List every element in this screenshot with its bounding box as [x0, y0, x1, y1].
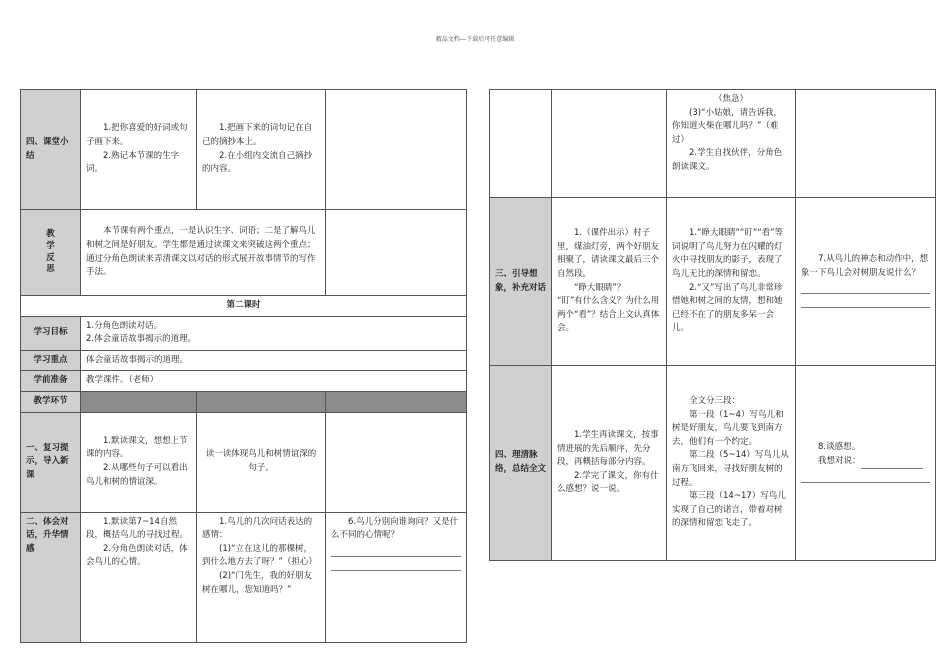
review-label: 一、复习提示，导入新课 [21, 412, 81, 512]
row-dialogue [21, 512, 467, 642]
prep-label: 学前准备 [21, 371, 81, 392]
answer-line[interactable] [331, 559, 461, 571]
structure-student-item: 第二段（5~14）写鸟儿从南方飞回来，寻找好朋友树的过程。 [672, 450, 789, 488]
row-steps-header [21, 391, 467, 412]
second-period-title: 第二课时 [21, 296, 467, 317]
goal-item: 1.分角色朗读对话。 [86, 320, 163, 331]
page-header: 精品文档---下载后可任意编辑 [435, 36, 515, 43]
review-teacher-item: 2.从哪些句子可以看出鸟儿和树的情谊深。 [86, 463, 188, 487]
think-label: 三、引导想象，补充对话 [490, 198, 552, 366]
reflection-text-cell [81, 210, 326, 296]
structure-practice-prompt [801, 455, 930, 469]
summary-teacher-item: 1.把你喜爱的好词或句子画下来。 [86, 123, 188, 147]
prep-text: 教学课件。（老师） [81, 371, 467, 392]
dialogue-practice-question: 6.鸟儿分别向谁询问？又是什么不同的心情呢？ [331, 516, 459, 541]
row-prep [21, 371, 467, 392]
row-key [21, 350, 467, 371]
goal-label: 学习目标 [21, 316, 81, 350]
steps-label: 教学环节 [21, 391, 81, 412]
structure-student-item: 第一段（1~4）写鸟儿和树是好朋友，鸟儿要飞到南方去，他们有一个约定。 [672, 409, 784, 447]
goal-item: 2.体会童话故事揭示的道理。 [86, 334, 197, 345]
key-text: 体会童话故事揭示的道理。 [81, 350, 467, 371]
continued-student-item: （焦急） [713, 94, 748, 104]
continued-student-item: (3)“小姑娘，请告诉我，你知道火柴在哪儿吗？”（难过） [672, 107, 782, 145]
structure-practice-question: 8.谈感想。 [818, 442, 861, 453]
reflection-text: 本节课有两个重点，一是认识生字、词语；二是了解鸟儿和树之间是好朋友。学生都是通过读课文来突破这两个重点；通过分角色朗读来弄清课文以对话的形式展开故事情节的写作手法。 [86, 226, 316, 278]
dialogue-teacher-item: 2.分角色朗读对话，体会鸟儿的心情。 [86, 543, 188, 568]
reflection-empty [326, 210, 467, 296]
row-summary [21, 90, 467, 210]
summary-student-item: 2.在小组内交流自己摘抄的内容。 [202, 150, 313, 175]
summary-student-item: 1.把画下来的词句记在自己的摘抄本上。 [202, 123, 313, 147]
continued-practice [796, 90, 936, 198]
right-lesson-table [489, 89, 936, 561]
dialogue-student-item: (1)“立在这儿的那棵树，到什么地方去了呀？”（担心） [202, 543, 317, 568]
think-student-item: 1.“睁大眼睛”“盯”“看”等词说明了鸟儿努力在闪耀的灯火中寻找朋友的影子，表现了鸟儿无比的深情和留恋。 [672, 228, 784, 279]
summary-teacher [81, 90, 197, 210]
row-structure [490, 366, 936, 561]
row-reflection [21, 210, 467, 296]
answer-line[interactable] [331, 545, 461, 557]
think-teacher-item: 1.（课件出示）村子里，煤油灯旁，两个好朋友相聚了，请读课文最后三个自然段。 [557, 228, 660, 279]
review-teacher [81, 412, 197, 512]
review-practice [326, 412, 467, 512]
row-review [21, 412, 467, 512]
structure-practice [796, 366, 936, 561]
goal-items [81, 316, 467, 350]
dialogue-teacher-item: 1.默读第7~14自然段，概括鸟儿的寻找过程。 [86, 516, 189, 541]
summary-label: 四、课堂小结 [21, 90, 81, 210]
summary-student [197, 90, 326, 210]
summary-practice [326, 90, 467, 210]
think-student-item: 2.“又”写出了鸟儿非常珍惜她和树之间的友情，想和她已经不在了的朋友多呆一会儿。 [672, 282, 783, 334]
row-continued [490, 90, 936, 198]
think-practice [796, 198, 936, 366]
structure-teacher-item: 2.学完了课文，你有什么感想？说一说。 [557, 470, 659, 495]
continued-student-item: 2.学生自找伙伴，分角色朗读课文。 [672, 148, 783, 172]
continued-label [490, 90, 552, 198]
continued-teacher [552, 90, 667, 198]
dialogue-teacher [81, 512, 197, 642]
review-student: 读一读体现鸟儿和树情谊深的句子。 [197, 412, 326, 512]
reflection-label [21, 210, 81, 296]
dialogue-label: 二、体会对话，升华情感 [21, 512, 81, 642]
structure-student [667, 366, 796, 561]
think-practice-question: 7.从鸟儿的神态和动作中，想象一下鸟儿会对树朋友说什么？ [801, 253, 929, 278]
summary-teacher-item: 2.熟记本节课的生字词。 [86, 150, 180, 175]
answer-blank[interactable] [861, 459, 923, 469]
structure-teacher-item: 1.学生再读课文，按事情进展的先后顺序，先分段，再概括每部分内容。 [557, 430, 659, 468]
steps-header-cell [197, 391, 326, 412]
answer-line[interactable] [801, 282, 930, 294]
dialogue-student-item: 1.鸟儿的几次问话表达的感情： [202, 516, 313, 541]
answer-line[interactable] [801, 471, 930, 483]
continued-student [667, 90, 796, 198]
row-goal [21, 316, 467, 350]
think-teacher-item: “睁大眼睛”？ [574, 282, 626, 293]
think-student [667, 198, 796, 366]
structure-student-item: 全文分三段： [689, 396, 741, 407]
structure-label: 四、理清脉络，总结全文 [490, 366, 552, 561]
row-second-period [21, 296, 467, 317]
structure-practice-prompt-text: 我想对说： [818, 456, 861, 466]
think-teacher-item: “盯”有什么含义？为什么用两个“看”？结合上文认真体会。 [557, 296, 660, 334]
row-think [490, 198, 936, 366]
answer-line[interactable] [801, 296, 930, 308]
steps-header-cell [81, 391, 197, 412]
left-lesson-table [20, 89, 467, 643]
reflection-label-text: 教学反思 [46, 228, 55, 275]
structure-teacher [552, 366, 667, 561]
key-label: 学习重点 [21, 350, 81, 371]
think-teacher [552, 198, 667, 366]
dialogue-student [197, 512, 326, 642]
dialogue-practice [326, 512, 467, 642]
steps-header-cell [326, 391, 467, 412]
dialogue-student-item: (2)“门先生，我的好朋友树在哪儿，您知道吗？” [202, 570, 312, 595]
review-teacher-item: 1.默读课文，想想上节课的内容。 [86, 435, 188, 460]
structure-student-item: 第三段（14~17）写鸟儿实现了自己的诺言，带着对树的深情和留恋飞走了。 [672, 491, 786, 529]
